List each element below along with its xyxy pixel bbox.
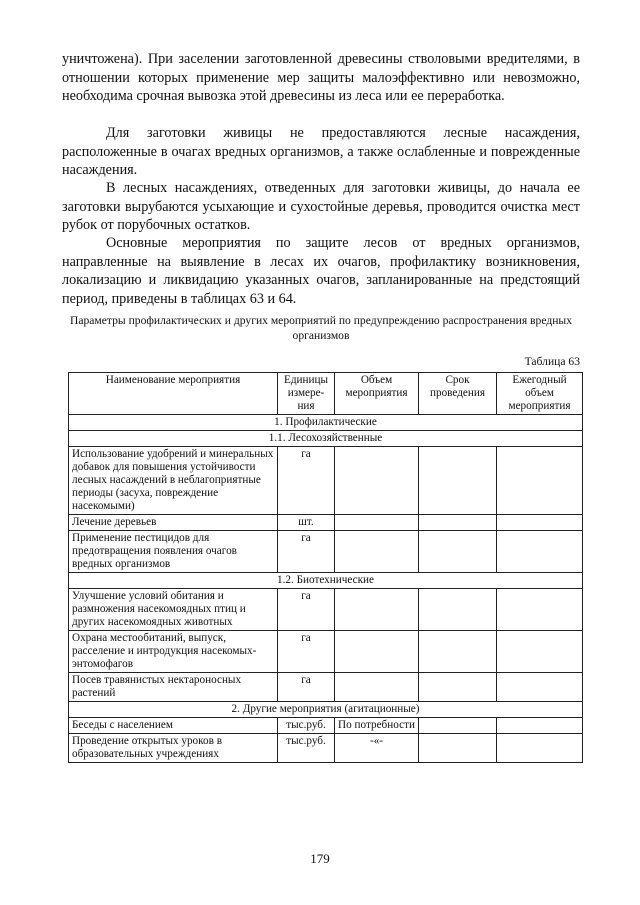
table-row [69, 447, 583, 515]
section-row [69, 431, 583, 447]
table-row [69, 531, 583, 573]
row-term [419, 447, 497, 515]
row-unit: тыс.руб. [278, 718, 335, 734]
row-unit: га [278, 631, 335, 673]
row-annual [497, 718, 583, 734]
row-name: Лечение деревьев [69, 515, 278, 531]
row-annual [497, 734, 583, 763]
row-name: Улучшение условий обитания и размножения насекомоядных птиц и других насекомоядных животных [69, 589, 278, 631]
row-unit: тыс.руб. [278, 734, 335, 763]
table-number: Таблица 63 [524, 355, 580, 368]
row-term [419, 531, 497, 573]
paragraph-2: Для заготовки живицы не предоставляются лесные насаждения, расположенные в очагах вредных организмов, а также ослабленные и поврежденные насаждения. [62, 125, 580, 178]
row-annual [497, 515, 583, 531]
row-volume [335, 631, 419, 673]
row-volume [335, 531, 419, 573]
table-caption: Параметры профилактических и других мероприятий по предупреждению распространения вредных организмов [69, 314, 573, 342]
row-term [419, 589, 497, 631]
row-term [419, 673, 497, 702]
row-volume [335, 589, 419, 631]
section-row [69, 415, 583, 431]
table-row [69, 673, 583, 702]
row-name: Охрана местообитаний, выпуск, расселение и интродукция насекомых-энтомофагов [69, 631, 278, 673]
table-row [69, 718, 583, 734]
header-unit: Единицы измере-ния [278, 373, 335, 415]
section-row [69, 702, 583, 718]
table-row [69, 631, 583, 673]
section-1-2-title: 1.2. Биотехнические [69, 573, 583, 589]
row-volume [335, 447, 419, 515]
row-unit: га [278, 673, 335, 702]
row-annual [497, 531, 583, 573]
row-annual [497, 447, 583, 515]
section-1-1-title: 1.1. Лесохозяйственные [69, 431, 583, 447]
row-name: Использование удобрений и минеральных добавок для повышения устойчивости лесных насаждений в неблагоприятные периоды (засуха, повреждение насекомыми) [69, 447, 278, 515]
row-name: Посев травянистых нектароносных растений [69, 673, 278, 702]
row-term [419, 515, 497, 531]
section-2-title: 2. Другие мероприятия (агитационные) [69, 702, 583, 718]
table-row [69, 515, 583, 531]
measures-table [68, 372, 583, 763]
row-annual [497, 589, 583, 631]
section-1-title: 1. Профилактические [69, 415, 583, 431]
paragraph-1: уничтожена). При заселении заготовленной древесины стволовыми вредителями, в отношении которых применение мер защиты малоэффективно или невозможно, необходима срочная вывозка этой древесины из леса или ее переработка. [62, 51, 580, 104]
table-row [69, 589, 583, 631]
row-volume [335, 515, 419, 531]
row-term [419, 631, 497, 673]
header-volume: Объем мероприятия [335, 373, 419, 415]
row-term [419, 734, 497, 763]
row-volume: По потребности [335, 718, 419, 734]
section-row [69, 573, 583, 589]
row-name: Применение пестицидов для предотвращения появления очагов вредных организмов [69, 531, 278, 573]
row-volume [335, 673, 419, 702]
header-term: Срок проведения [419, 373, 497, 415]
row-annual [497, 673, 583, 702]
table-header-row [69, 373, 583, 415]
row-name: Беседы с населением [69, 718, 278, 734]
row-name: Проведение открытых уроков в образовательных учреждениях [69, 734, 278, 763]
row-unit: га [278, 589, 335, 631]
row-unit: га [278, 531, 335, 573]
header-annual: Ежегодный объем мероприятия [497, 373, 583, 415]
row-unit: шт. [278, 515, 335, 531]
row-volume: -«- [335, 734, 419, 763]
paragraph-3: В лесных насаждениях, отведенных для заготовки живицы, до начала ее заготовки вырубаются усыхающие и сухостойные деревья, проводится очистка мест рубок от порубочных остатков. [62, 180, 580, 233]
row-unit: га [278, 447, 335, 515]
table-row [69, 734, 583, 763]
header-name: Наименование мероприятия [69, 373, 278, 415]
row-annual [497, 631, 583, 673]
row-term [419, 718, 497, 734]
paragraph-4: Основные мероприятия по защите лесов от вредных организмов, направленные на выявление в лесах их очагов, профилактику возникновения, локализацию и ликвидацию указанных очагов, запланированные на предстоящий период, приведены в таблицах 63 и 64. [62, 235, 580, 307]
page-number: 179 [310, 851, 330, 866]
